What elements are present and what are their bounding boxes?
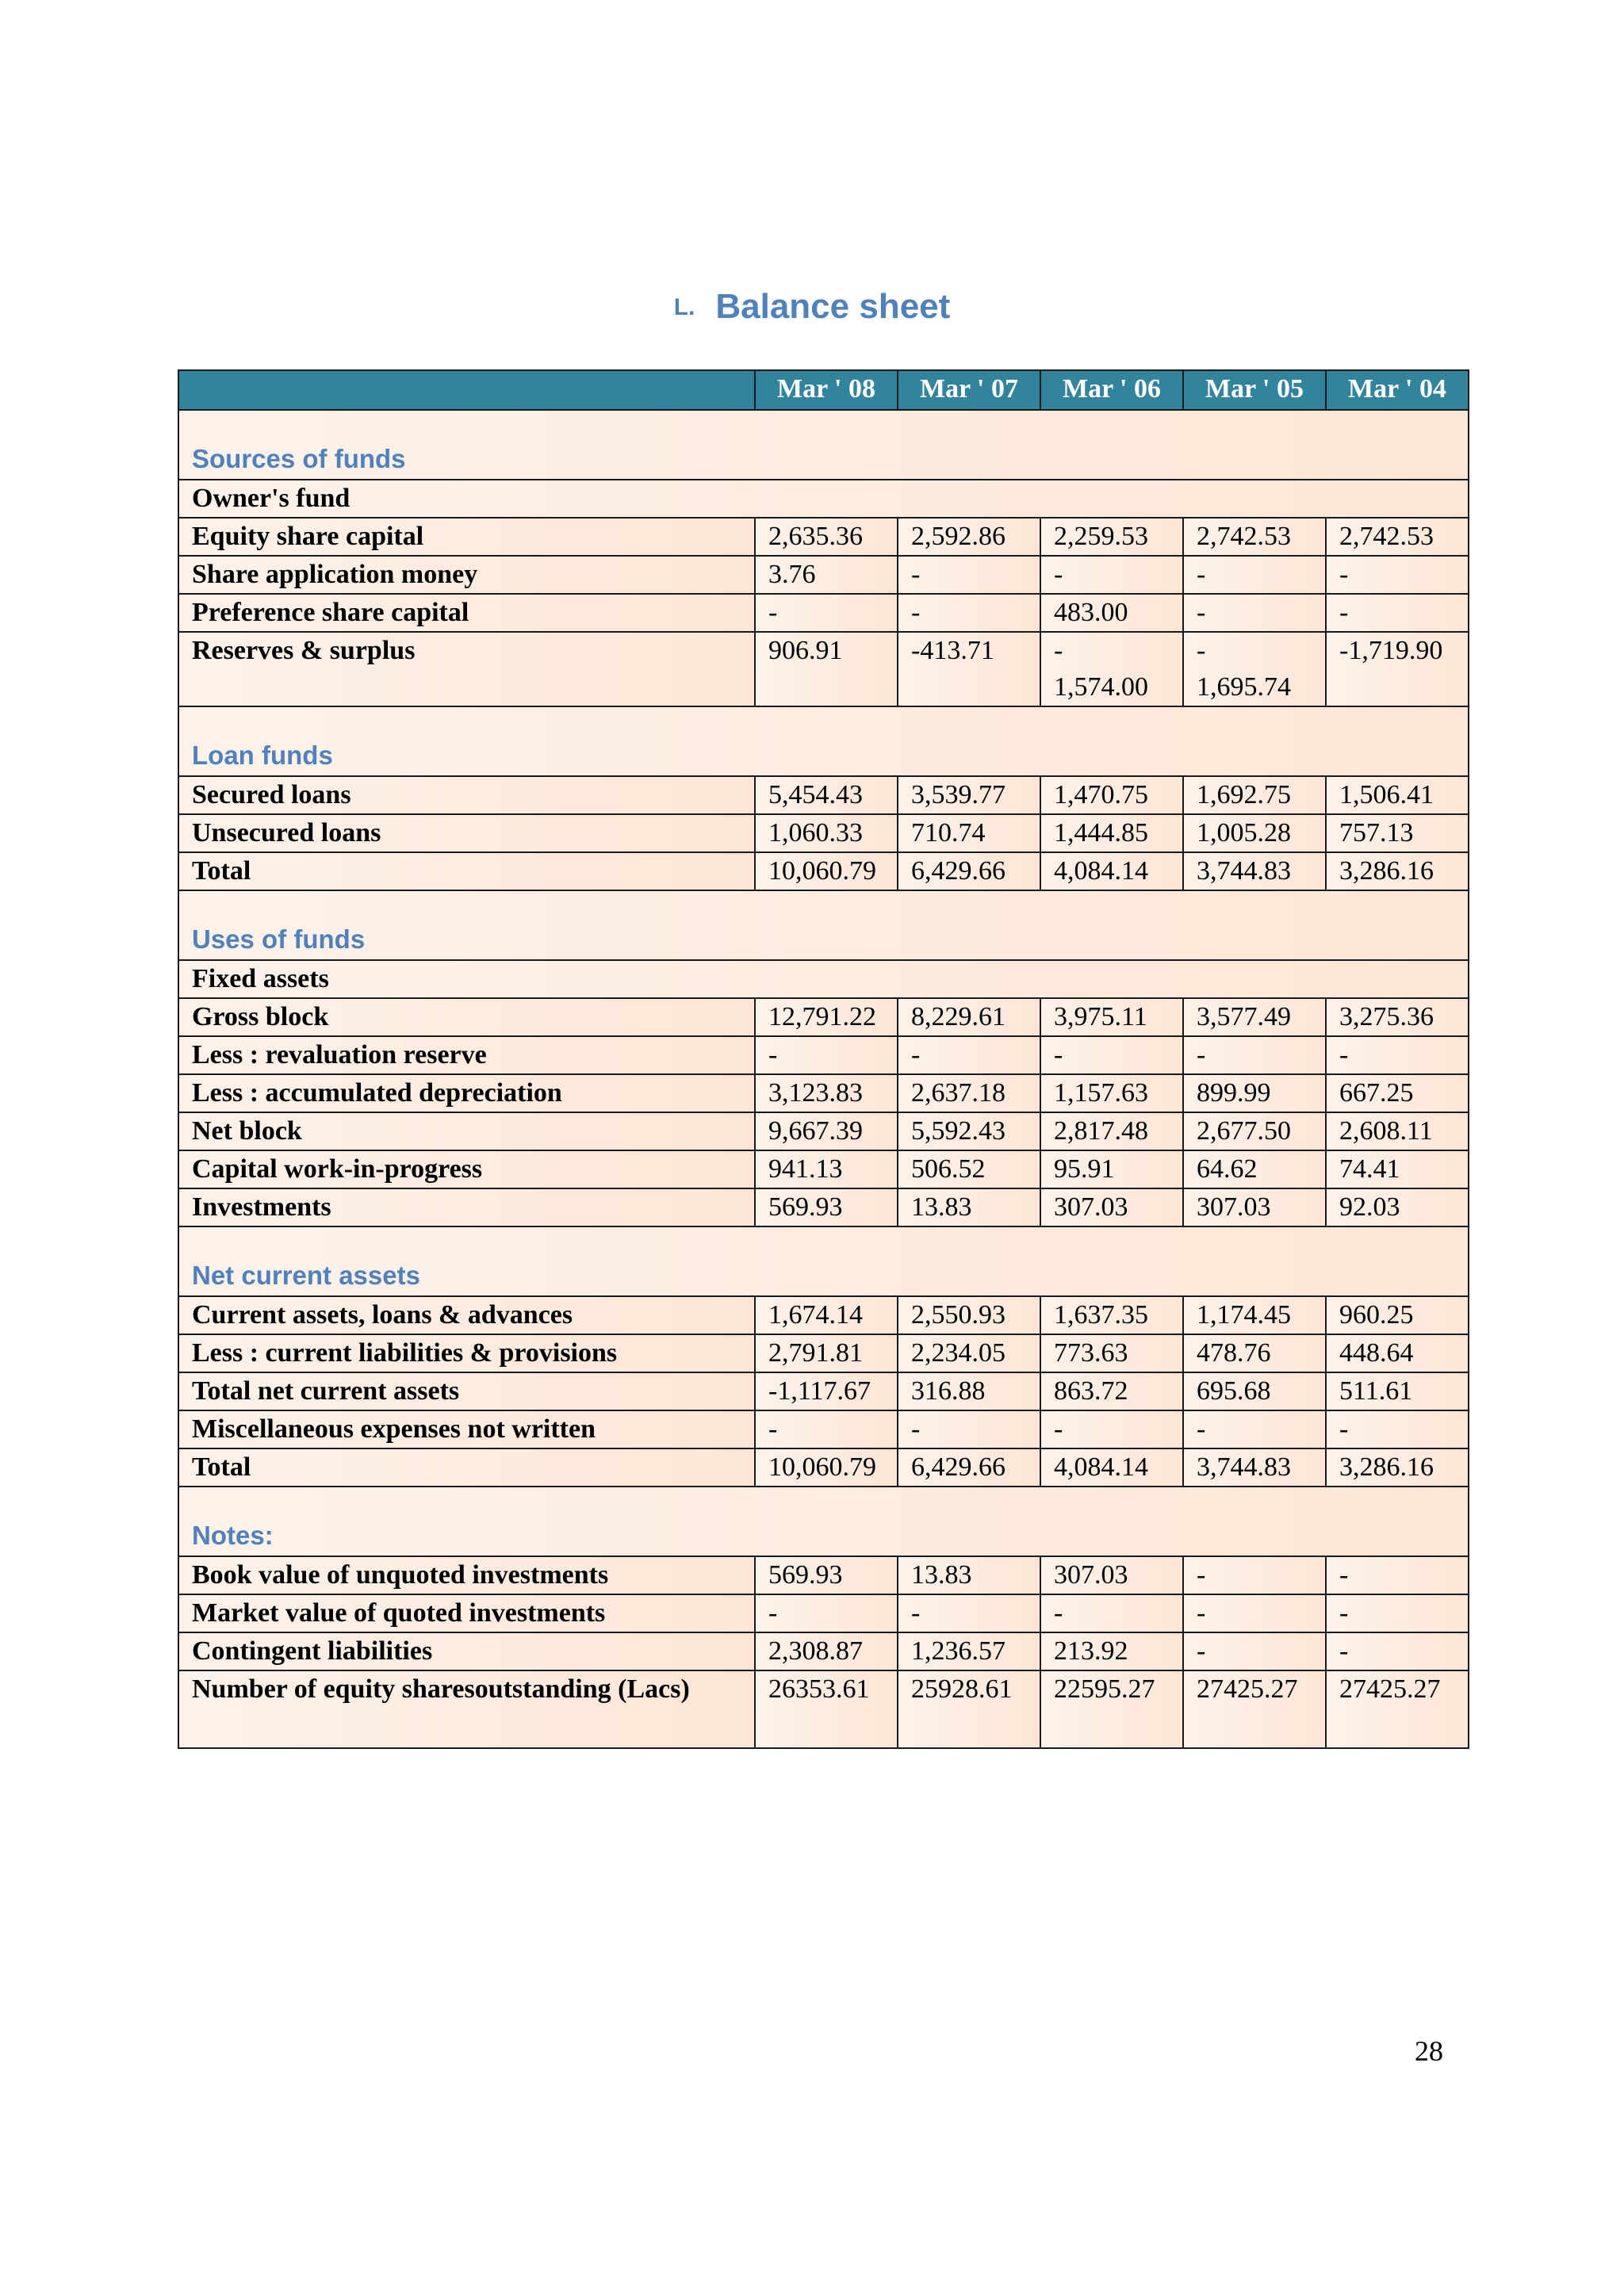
value-cell: 511.61 [1326, 1372, 1469, 1410]
row-label: Less : accumulated depreciation [178, 1074, 755, 1112]
value-cell: -1,117.67 [755, 1372, 898, 1410]
value-cell: - [755, 1036, 898, 1074]
value-cell: 757.13 [1326, 814, 1469, 852]
row-label: Contingent liabilities [178, 1632, 755, 1670]
subsection-title: Owner's fund [178, 480, 1469, 518]
balance-sheet-table [178, 369, 1469, 1749]
value-cell: - [755, 594, 898, 632]
value-cell: 1,470.75 [1040, 776, 1183, 814]
value-cell: 1,444.85 [1040, 814, 1183, 852]
value-cell: 1,174.45 [1183, 1296, 1326, 1334]
value-cell: 6,429.66 [898, 852, 1040, 890]
value-cell: 316.88 [898, 1372, 1040, 1410]
section-row [178, 410, 1469, 480]
table-row [178, 814, 1469, 852]
value-cell: - [1326, 556, 1469, 594]
table-row [178, 556, 1469, 594]
value-cell: 478.76 [1183, 1334, 1326, 1372]
section-row [178, 1226, 1469, 1296]
section-heading [0, 287, 1624, 327]
value-cell: - [1183, 1410, 1326, 1448]
value-cell: 695.68 [1183, 1372, 1326, 1410]
row-label: Equity share capital [178, 518, 755, 556]
section-title: Net current assets [178, 1226, 1469, 1296]
table-row [178, 1074, 1469, 1112]
section-title: Uses of funds [178, 890, 1469, 960]
table-body [178, 410, 1469, 1748]
value-cell: 10,060.79 [755, 1448, 898, 1487]
value-cell: - [1183, 1556, 1326, 1594]
value-cell: 3,286.16 [1326, 1448, 1469, 1487]
section-title: Notes: [178, 1487, 1469, 1556]
value-cell: 2,308.87 [755, 1632, 898, 1670]
value-cell: 12,791.22 [755, 998, 898, 1036]
value-cell: - [898, 1036, 1040, 1074]
column-header: Mar ' 05 [1183, 370, 1326, 410]
table-row [178, 1296, 1469, 1334]
value-cell: 448.64 [1326, 1334, 1469, 1372]
subsection-title: Fixed assets [178, 960, 1469, 998]
section-row [178, 1487, 1469, 1556]
row-label: Total [178, 852, 755, 890]
column-header: Mar ' 07 [898, 370, 1040, 410]
value-cell: 1,674.14 [755, 1296, 898, 1334]
value-cell: 95.91 [1040, 1150, 1183, 1188]
value-cell: 2,259.53 [1040, 518, 1183, 556]
value-cell: 3,577.49 [1183, 998, 1326, 1036]
value-cell: 26353.61 [755, 1670, 898, 1748]
row-label: Unsecured loans [178, 814, 755, 852]
subsection-row [178, 480, 1469, 518]
table-row [178, 1410, 1469, 1448]
table-row [178, 852, 1469, 890]
table-row [178, 594, 1469, 632]
section-title: Balance sheet [715, 287, 951, 326]
value-cell: 773.63 [1040, 1334, 1183, 1372]
table-row [178, 1188, 1469, 1226]
value-cell: - [1183, 1594, 1326, 1632]
value-cell: 2,550.93 [898, 1296, 1040, 1334]
value-cell: 3,539.77 [898, 776, 1040, 814]
value-cell: - 1,695.74 [1183, 632, 1326, 706]
value-cell: 3,286.16 [1326, 852, 1469, 890]
table-row [178, 776, 1469, 814]
value-cell: - [1326, 594, 1469, 632]
value-cell: 941.13 [755, 1150, 898, 1188]
table-row [178, 1112, 1469, 1150]
section-row [178, 890, 1469, 960]
value-cell: 2,635.36 [755, 518, 898, 556]
table-row [178, 1556, 1469, 1594]
value-cell: 899.99 [1183, 1074, 1326, 1112]
value-cell: 3,123.83 [755, 1074, 898, 1112]
table-row [178, 1334, 1469, 1372]
value-cell: - [1183, 556, 1326, 594]
row-label: Less : current liabilities & provisions [178, 1334, 755, 1372]
value-cell: 5,592.43 [898, 1112, 1040, 1150]
page-number: 28 [1415, 2035, 1443, 2067]
value-cell: 2,592.86 [898, 518, 1040, 556]
value-cell: -413.71 [898, 632, 1040, 706]
section-title: Loan funds [178, 706, 1469, 776]
table-row [178, 632, 1469, 706]
value-cell: 6,429.66 [898, 1448, 1040, 1487]
value-cell: - [1326, 1632, 1469, 1670]
table-row [178, 1448, 1469, 1487]
value-cell: - [755, 1594, 898, 1632]
value-cell: - [1040, 556, 1183, 594]
value-cell: 8,229.61 [898, 998, 1040, 1036]
value-cell: 2,234.05 [898, 1334, 1040, 1372]
value-cell: 307.03 [1183, 1188, 1326, 1226]
value-cell: 710.74 [898, 814, 1040, 852]
value-cell: 4,084.14 [1040, 1448, 1183, 1487]
value-cell: - [1040, 1036, 1183, 1074]
value-cell: 3,744.83 [1183, 852, 1326, 890]
value-cell: - [1326, 1036, 1469, 1074]
value-cell: 483.00 [1040, 594, 1183, 632]
row-label: Preference share capital [178, 594, 755, 632]
column-header: Mar ' 04 [1326, 370, 1469, 410]
table-row [178, 1036, 1469, 1074]
value-cell: - [1183, 1632, 1326, 1670]
row-label: Miscellaneous expenses not written [178, 1410, 755, 1448]
row-label: Share application money [178, 556, 755, 594]
row-label: Book value of unquoted investments [178, 1556, 755, 1594]
table-row [178, 1670, 1469, 1748]
subsection-row [178, 960, 1469, 998]
value-cell: 2,742.53 [1326, 518, 1469, 556]
value-cell: 2,817.48 [1040, 1112, 1183, 1150]
value-cell: 213.92 [1040, 1632, 1183, 1670]
value-cell: 667.25 [1326, 1074, 1469, 1112]
table-row [178, 1594, 1469, 1632]
value-cell: 307.03 [1040, 1556, 1183, 1594]
row-label: Capital work-in-progress [178, 1150, 755, 1188]
value-cell: 2,608.11 [1326, 1112, 1469, 1150]
section-title: Sources of funds [178, 410, 1469, 480]
value-cell: 960.25 [1326, 1296, 1469, 1334]
value-cell: 92.03 [1326, 1188, 1469, 1226]
row-label: Secured loans [178, 776, 755, 814]
value-cell: 74.41 [1326, 1150, 1469, 1188]
row-label: Total [178, 1448, 755, 1487]
value-cell: 27425.27 [1183, 1670, 1326, 1748]
row-label: Market value of quoted investments [178, 1594, 755, 1632]
value-cell: - [898, 594, 1040, 632]
value-cell: 906.91 [755, 632, 898, 706]
row-label: Investments [178, 1188, 755, 1226]
row-label: Net block [178, 1112, 755, 1150]
value-cell: - [1183, 594, 1326, 632]
value-cell: - [1040, 1594, 1183, 1632]
value-cell: 3.76 [755, 556, 898, 594]
row-label: Less : revaluation reserve [178, 1036, 755, 1074]
value-cell: 1,157.63 [1040, 1074, 1183, 1112]
value-cell: 3,275.36 [1326, 998, 1469, 1036]
value-cell: 2,791.81 [755, 1334, 898, 1372]
table-row [178, 998, 1469, 1036]
value-cell: 3,975.11 [1040, 998, 1183, 1036]
value-cell: - 1,574.00 [1040, 632, 1183, 706]
value-cell: 3,744.83 [1183, 1448, 1326, 1487]
value-cell: 5,454.43 [755, 776, 898, 814]
value-cell: - [898, 556, 1040, 594]
row-label: Gross block [178, 998, 755, 1036]
value-cell: 1,506.41 [1326, 776, 1469, 814]
value-cell: - [1326, 1594, 1469, 1632]
value-cell: 2,742.53 [1183, 518, 1326, 556]
table-header-row [178, 370, 1469, 410]
row-label: Reserves & surplus [178, 632, 755, 706]
value-cell: 506.52 [898, 1150, 1040, 1188]
value-cell: 27425.27 [1326, 1670, 1469, 1748]
table-row [178, 1632, 1469, 1670]
value-cell: 10,060.79 [755, 852, 898, 890]
value-cell: 1,236.57 [898, 1632, 1040, 1670]
value-cell: 863.72 [1040, 1372, 1183, 1410]
row-label: Current assets, loans & advances [178, 1296, 755, 1334]
value-cell: 1,637.35 [1040, 1296, 1183, 1334]
value-cell: 2,637.18 [898, 1074, 1040, 1112]
value-cell: 1,060.33 [755, 814, 898, 852]
table-row [178, 1372, 1469, 1410]
value-cell: 13.83 [898, 1556, 1040, 1594]
value-cell: 13.83 [898, 1188, 1040, 1226]
value-cell: 4,084.14 [1040, 852, 1183, 890]
value-cell: - [1183, 1036, 1326, 1074]
table-row [178, 1150, 1469, 1188]
value-cell: - [898, 1410, 1040, 1448]
column-header: Mar ' 06 [1040, 370, 1183, 410]
value-cell: 569.93 [755, 1556, 898, 1594]
value-cell: 9,667.39 [755, 1112, 898, 1150]
value-cell: 569.93 [755, 1188, 898, 1226]
value-cell: 1,005.28 [1183, 814, 1326, 852]
value-cell: -1,719.90 [1326, 632, 1469, 706]
value-cell: 1,692.75 [1183, 776, 1326, 814]
value-cell: 25928.61 [898, 1670, 1040, 1748]
table-row [178, 518, 1469, 556]
row-label: Total net current assets [178, 1372, 755, 1410]
value-cell: 22595.27 [1040, 1670, 1183, 1748]
value-cell: - [898, 1594, 1040, 1632]
value-cell: - [1040, 1410, 1183, 1448]
section-row [178, 706, 1469, 776]
value-cell: - [755, 1410, 898, 1448]
value-cell: - [1326, 1410, 1469, 1448]
row-label: Number of equity sharesoutstanding (Lacs) [178, 1670, 755, 1748]
value-cell: 307.03 [1040, 1188, 1183, 1226]
value-cell: - [1326, 1556, 1469, 1594]
value-cell: 64.62 [1183, 1150, 1326, 1188]
section-number: L. [673, 294, 695, 320]
header-blank-cell [178, 370, 755, 410]
column-header: Mar ' 08 [755, 370, 898, 410]
value-cell: 2,677.50 [1183, 1112, 1326, 1150]
